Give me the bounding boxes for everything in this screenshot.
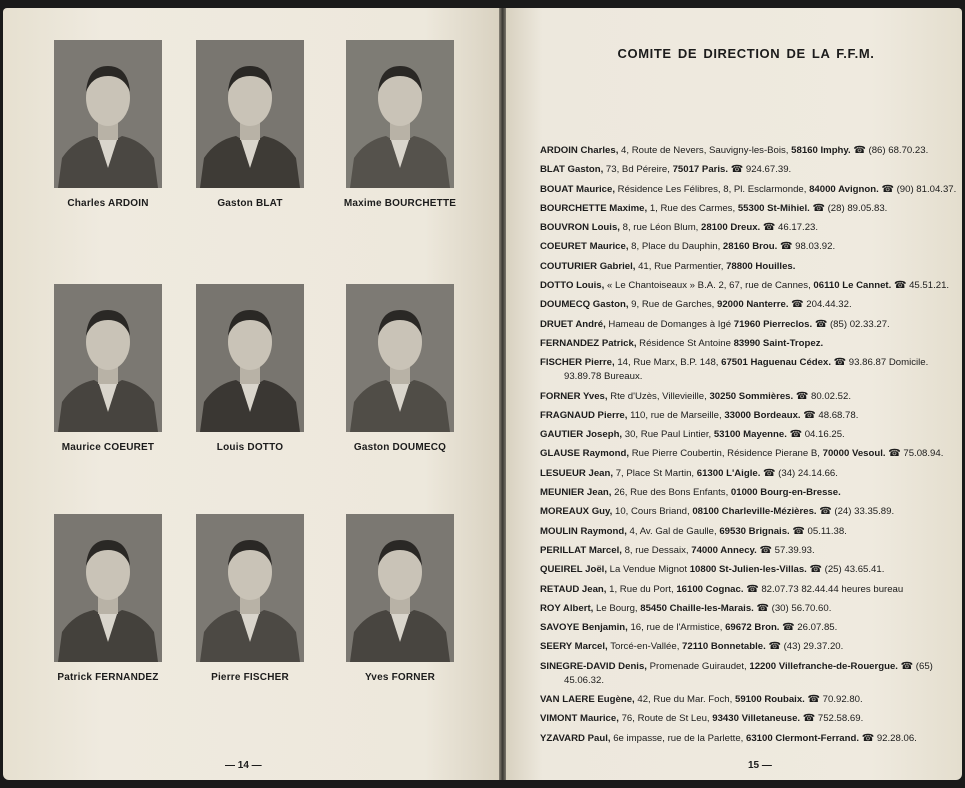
member-name: LESUEUR Jean, [540,467,614,479]
member-city: 70000 Vesoul. [822,448,886,460]
person-silhouette-icon [196,514,304,662]
member-address: 8, rue Léon Blum, [619,222,702,234]
member-address: Torcé-en-Vallée, [607,641,683,653]
member-entry [540,183,958,197]
member-entry [540,505,958,519]
member-entry [540,298,958,312]
person-silhouette-icon [196,284,304,432]
member-entry [540,390,958,404]
member-entry [540,693,958,707]
member-address: Promenade Guiraudet, [646,660,750,672]
member-entry [540,279,958,293]
member-city: 69530 Brignais. [719,525,790,537]
telephone-icon: ☎ [763,467,776,479]
member-phone: (43) 29.37.20. [780,641,844,653]
portrait-caption: Maxime BOURCHETTE [343,198,457,209]
member-city: 08100 Charleville-Mézières. [692,506,817,518]
member-city: 28100 Dreux. [701,222,761,234]
member-entry [540,486,958,500]
member-phone: (28) 89.05.83. [824,202,888,214]
person-silhouette-icon [54,40,162,188]
member-phone: (90) 81.04.37. [893,183,957,195]
member-name: FORNER Yves, [540,390,608,402]
member-address: 1, Rue du Port, [606,583,677,595]
member-phone: 05.11.38. [804,525,847,537]
telephone-icon: ☎ [779,241,793,253]
portrait-card [325,514,475,683]
page-number-left: — 14 — [225,760,262,771]
member-city: 06110 Le Cannet. [813,280,892,292]
member-address: 14, Rue Marx, B.P. 148, [614,357,722,369]
member-entry [540,202,958,216]
member-city: 84000 Avignon. [809,183,879,195]
person-silhouette-icon [196,40,304,188]
member-entry [540,163,958,177]
member-name: MEUNIER Jean, [540,487,612,499]
portrait-photo [54,284,162,432]
member-entry [540,337,958,351]
member-name: FISCHER Pierre, [540,357,615,369]
member-entry [540,583,958,597]
member-phone: 98.03.92. [792,241,836,253]
member-city: 58160 Imphy. [791,145,851,156]
member-name: GLAUSE Raymond, [540,448,630,460]
member-entry [540,525,958,539]
member-city: 63100 Clermont-Ferrand. [746,732,860,744]
portrait-photo [196,40,304,188]
portrait-photo [196,284,304,432]
member-name: DRUET André, [540,318,606,330]
member-address: 76, Route de St Leu, [618,713,713,725]
member-address: 73, Bd Péreire, [603,164,673,176]
member-city: 10800 St-Julien-les-Villas. [689,564,807,576]
member-city: 55300 St-Mihiel. [737,202,810,214]
page-number-right: 15 — [748,760,772,771]
member-phone: (30) 56.70.60. [768,602,832,614]
portrait-card [325,284,475,453]
portrait-photo [54,514,162,662]
member-city: 59100 Roubaix. [734,694,805,706]
member-entry [540,544,958,558]
member-name: SAVOYE Benjamin, [540,622,628,634]
member-name: GAUTIER Joseph, [540,429,623,441]
member-entry [540,621,958,635]
member-address: 26, Rue des Bons Enfants, [611,487,731,499]
member-address: Hameau de Domanges à Igé [605,318,734,330]
member-name: BOURCHETTE Maxime, [540,202,648,214]
member-city: 30250 Sommières. [709,390,794,402]
member-name: PERILLAT Marcel, [540,544,622,556]
member-name: COEURET Maurice, [540,241,629,253]
member-address: 7, Place St Martin, [613,467,697,479]
portrait-caption: Louis DOTTO [216,442,284,453]
telephone-icon: ☎ [789,429,803,441]
portrait-caption: Patrick FERNANDEZ [57,672,159,683]
member-name: FERNANDEZ Patrick, [540,337,637,349]
telephone-icon: ☎ [809,564,822,576]
member-name: SINEGRE-DAVID Denis, [540,660,647,672]
member-address: 110, rue de Marseille, [627,409,725,421]
member-phone: 75.08.94. [900,448,944,460]
member-city: 28160 Brou. [722,241,778,253]
member-city: 12200 Villefranche-de-Rouergue. [749,660,898,672]
member-phone: 924.67.39. [743,164,792,176]
portrait-card [175,284,325,453]
member-entry [540,563,958,577]
telephone-icon: ☎ [900,660,914,672]
member-city: 71960 Pierreclos. [733,318,813,330]
member-entry [540,221,958,235]
member-name: SEERY Marcel, [540,641,608,653]
member-address: Rte d'Uzès, Villevieille, [607,390,710,402]
portrait-caption: Maurice COEURET [61,442,155,453]
member-address: 41, Rue Parmentier, [635,260,727,272]
member-address: Rue Pierre Coubertin, Résidence Pierane B, [629,448,823,460]
member-city: 93430 Villetaneuse. [712,713,801,725]
member-address: La Vendue Mignot [607,564,690,576]
member-phone: 752.58.69. [815,713,864,725]
member-entry [540,602,958,616]
portrait-card [33,514,183,683]
member-phone: 26.07.85. [794,622,838,634]
left-page [3,8,499,780]
member-entry [540,240,958,254]
person-silhouette-icon [346,40,454,188]
telephone-icon: ☎ [833,357,847,369]
member-city: 78800 Houilles. [726,260,796,272]
member-name: DOTTO Louis, [540,280,605,292]
member-phone: 204.44.32. [803,299,852,311]
member-entry [540,356,958,384]
telephone-icon: ☎ [881,183,894,195]
telephone-icon: ☎ [746,583,759,595]
member-entry [540,712,958,726]
member-name: MOULIN Raymond, [540,525,627,537]
member-address: Le Bourg, [593,602,641,614]
telephone-icon: ☎ [803,409,816,421]
telephone-icon: ☎ [861,732,875,744]
member-address: 8, Place du Dauphin, [628,241,723,253]
member-name: VIMONT Maurice, [540,713,619,725]
member-phone: 46.17.23. [775,222,819,234]
person-silhouette-icon [346,284,454,432]
portrait-photo [346,514,454,662]
member-city: 61300 L'Aigle. [696,467,761,479]
committee-title: COMITE DE DIRECTION DE LA F.F.M. [617,46,875,61]
member-address: Résidence St Antoine [636,337,734,349]
member-address: « Le Chantoiseaux » B.A. 2, 67, rue de Cannes, [604,280,814,292]
portrait-card [175,40,325,209]
portrait-caption: Gaston DOUMECQ [353,442,447,453]
telephone-icon: ☎ [759,544,772,556]
member-address: 1, Rue des Carmes, [647,202,738,214]
member-address: 42, Rue du Mar. Foch, [634,694,735,706]
member-name: ROY Albert, [540,602,594,614]
member-entry [540,260,958,274]
telephone-icon: ☎ [795,390,809,402]
telephone-icon: ☎ [814,318,828,330]
member-name: MOREAUX Guy, [540,506,613,518]
member-phone: 80.02.52. [808,390,852,402]
member-entry [540,660,958,688]
member-address: 16, rue de l'Armistice, [627,622,726,634]
member-entry [540,732,958,746]
member-phone: (34) 24.14.66. [775,467,838,479]
portrait-card [33,40,183,209]
telephone-icon: ☎ [807,694,820,706]
person-silhouette-icon [54,284,162,432]
member-city: 92000 Nanterre. [717,299,789,311]
member-name: VAN LAERE Eugène, [540,694,635,706]
portrait-card [175,514,325,683]
telephone-icon: ☎ [762,222,776,234]
member-entry [540,409,958,423]
member-phone: 82.07.73 82.44.44 heures bureau [758,583,904,595]
member-city: 74000 Annecy. [691,544,757,556]
right-page [506,8,962,780]
member-city: 16100 Cognac. [676,583,744,595]
member-name: RETAUD Jean, [540,583,607,595]
member-city: 83990 Saint-Tropez. [733,337,824,349]
member-directory [540,144,958,751]
member-city: 33000 Bordeaux. [724,409,801,421]
member-name: QUEIREL Joël, [540,564,607,576]
member-address: 9, Rue de Garches, [628,299,718,311]
member-address: 4, Route de Nevers, Sauvigny-les-Bois, [618,145,792,156]
portrait-caption: Yves FORNER [364,672,435,683]
member-entry [540,467,958,481]
member-phone: (25) 43.65.41. [821,564,885,576]
member-city: 72110 Bonnetable. [682,641,766,653]
telephone-icon: ☎ [730,164,744,176]
book-gutter [499,8,506,780]
member-city: 85450 Chaille-les-Marais. [640,602,754,614]
telephone-icon: ☎ [853,145,866,156]
member-name: BOUVRON Louis, [540,222,620,234]
member-address: 6e impasse, rue de la Parlette, [610,732,746,744]
telephone-icon: ☎ [792,525,805,537]
telephone-icon: ☎ [893,280,907,292]
telephone-icon: ☎ [791,299,804,311]
member-address: 8, rue Dessaix, [621,544,692,556]
member-phone: (24) 33.35.89. [831,506,895,518]
member-name: DOUMECQ Gaston, [540,299,629,311]
member-name: FRAGNAUD Pierre, [540,409,628,421]
member-phone: (85) 02.33.27. [827,318,890,330]
telephone-icon: ☎ [888,448,901,460]
member-city: 67501 Haguenau Cédex. [721,357,831,369]
member-city: 53100 Mayenne. [713,429,787,441]
member-phone: (86) 68.70.23. [865,145,929,156]
telephone-icon: ☎ [782,622,795,634]
member-phone: 48.68.78. [815,409,859,421]
member-phone: 04.16.25. [802,429,845,441]
portrait-card [325,40,475,209]
member-name: BOUAT Maurice, [540,183,615,195]
portrait-photo [346,40,454,188]
member-phone: 70.92.80. [819,694,863,706]
member-address: 4, Av. Gal de Gaulle, [626,525,720,537]
member-phone: 57.39.93. [772,544,815,556]
member-entry [540,144,958,158]
member-city: 69672 Bron. [725,622,780,634]
portrait-caption: Gaston BLAT [217,198,283,209]
member-phone: 93.86.87 Domicile. 93.89.78 Bureaux. [564,357,929,383]
member-entry [540,318,958,332]
member-city: 01000 Bourg-en-Bresse. [730,487,841,499]
portrait-caption: Pierre FISCHER [211,672,289,683]
member-entry [540,640,958,654]
telephone-icon: ☎ [802,713,816,725]
portrait-card [33,284,183,453]
member-address: Résidence Les Félibres, 8, Pl. Esclarmonde, [614,183,810,195]
member-name: COUTURIER Gabriel, [540,260,636,272]
telephone-icon: ☎ [812,202,825,214]
telephone-icon: ☎ [768,641,781,653]
member-city: 75017 Paris. [672,164,729,176]
member-phone: 45.51.21. [906,280,950,292]
member-name: YZAVARD Paul, [540,732,611,744]
portrait-photo [54,40,162,188]
member-address: 30, Rue Paul Lintier, [622,429,714,441]
portrait-caption: Charles ARDOIN [67,198,149,209]
person-silhouette-icon [54,514,162,662]
member-name: BLAT Gaston, [540,164,604,176]
person-silhouette-icon [346,514,454,662]
portrait-photo [346,284,454,432]
member-phone: 92.28.06. [874,732,917,744]
member-entry [540,428,958,442]
portrait-photo [196,514,304,662]
member-phone: (65) 45.06.32. [564,660,933,686]
member-entry [540,447,958,461]
telephone-icon: ☎ [756,602,769,614]
telephone-icon: ☎ [819,506,832,518]
member-address: 10, Cours Briand, [612,506,693,518]
member-name: ARDOIN Charles, [540,145,619,156]
